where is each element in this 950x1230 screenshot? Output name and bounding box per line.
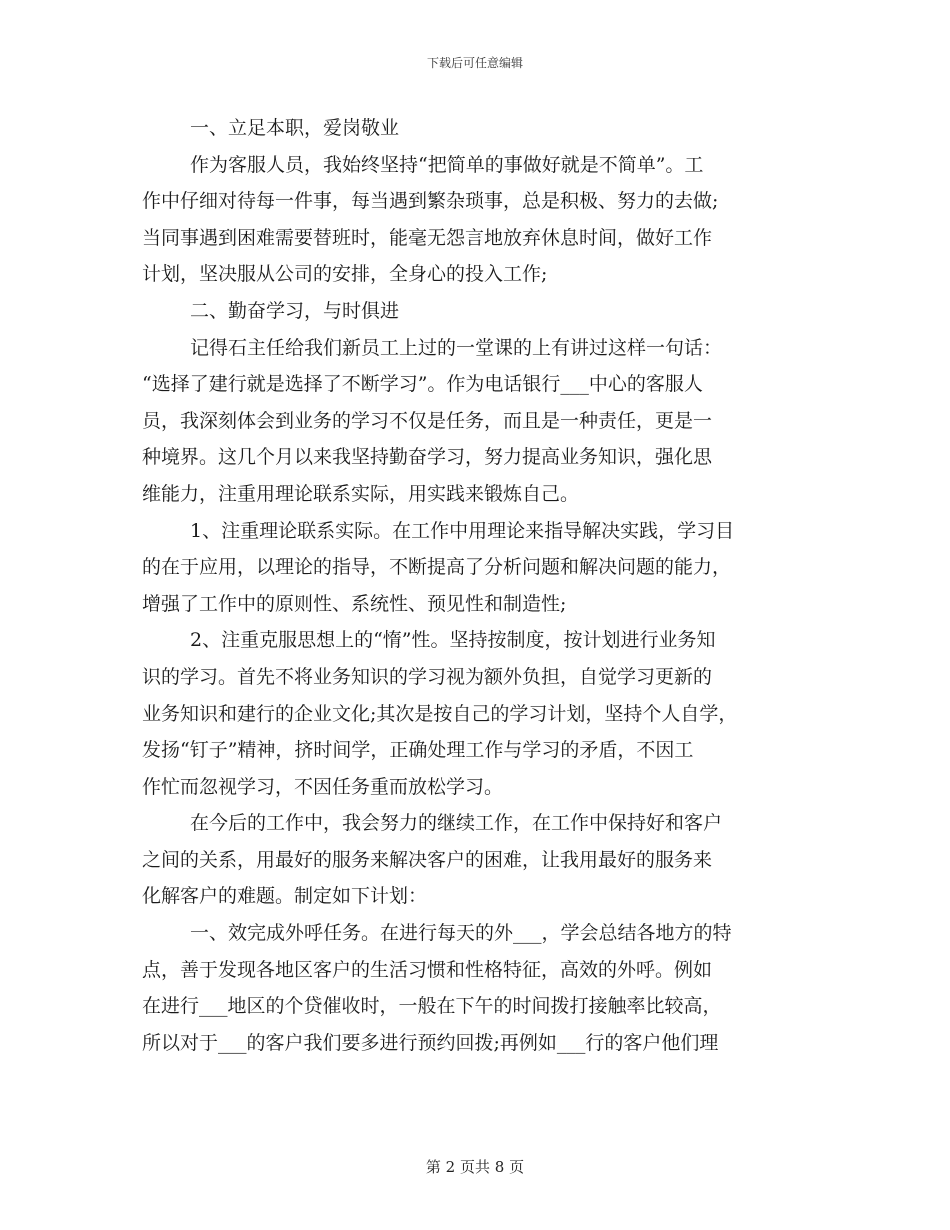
list-item-2: 2、注重克服思想上的“惰”性。坚持按制度，按计划进行业务知 bbox=[190, 629, 716, 652]
paragraph-line: 在今后的工作中，我会努力的继续工作，在工作中保持好和客户 bbox=[190, 812, 723, 835]
document-body bbox=[142, 110, 814, 1061]
page-number: 第 2 页共 8 页 bbox=[425, 1158, 525, 1176]
paragraph-line: 在进行___地区的个贷催收时，一般在下午的时间拨打接触率比较高， bbox=[142, 995, 722, 1018]
paragraph-line: 业务知识和建行的企业文化;其次是按自己的学习计划，坚持个人自学， bbox=[142, 702, 738, 725]
paragraph-line: 化解客户的难题。制定如下计划： bbox=[142, 885, 428, 908]
paragraph-line: “选择了建行就是选择了不断学习”。作为电话银行___中心的客服人 bbox=[142, 373, 703, 396]
paragraph-line: 所以对于___的客户我们要多进行预约回拨;再例如___行的客户他们理 bbox=[142, 1031, 719, 1054]
paragraph-line: 作中仔细对待每一件事，每当遇到繁杂琐事，总是积极、努力的去做; bbox=[142, 190, 719, 213]
plan-item-1: 一、效完成外呼任务。在进行每天的外___，学会总结各地方的特 bbox=[190, 922, 732, 945]
paragraph-line: 识的学习。首先不将业务知识的学习视为额外负担，自觉学习更新的 bbox=[142, 665, 713, 688]
paragraph-line: 记得石主任给我们新员工上过的一堂课的上有讲过这样一句话： bbox=[190, 336, 723, 359]
paragraph-line: 当同事遇到困难需要替班时，能毫无怨言地放弃休息时间，做好工作 bbox=[142, 226, 713, 249]
paragraph-line: 计划，坚决服从公司的安排，全身心的投入工作; bbox=[142, 263, 548, 286]
header-note: 下载后可任意编辑 bbox=[426, 56, 523, 70]
section-heading-2: 二、勤奋学习，与时俱进 bbox=[190, 299, 400, 322]
paragraph-line: 作为客服人员，我始终坚持“把简单的事做好就是不简单”。工 bbox=[190, 153, 704, 176]
paragraph-line: 种境界。这几个月以来我坚持勤奋学习，努力提高业务知识，强化思 bbox=[142, 446, 713, 469]
paragraph-line: 增强了工作中的原则性、系统性、预见性和制造性; bbox=[142, 592, 567, 615]
paragraph-line: 维能力，注重用理论联系实际，用实践来锻炼自己。 bbox=[142, 482, 580, 505]
paragraph-line: 之间的关系，用最好的服务来解决客户的困难，让我用最好的服务来 bbox=[142, 848, 713, 871]
paragraph-line: 发扬“钉子”精神，挤时间学，正确处理工作与学习的矛盾，不因工 bbox=[142, 739, 694, 762]
paragraph-line: 作忙而忽视学习，不因任务重而放松学习。 bbox=[142, 775, 504, 798]
paragraph-line: 员，我深刻体会到业务的学习不仅是任务，而且是一种责任，更是一 bbox=[142, 409, 713, 432]
paragraph-line: 的在于应用，以理论的指导，不断提高了分析问题和解决问题的能力， bbox=[142, 556, 732, 579]
paragraph-line: 点，善于发现各地区客户的生活习惯和性格特征，高效的外呼。例如 bbox=[142, 958, 713, 981]
list-item-1: 1、注重理论联系实际。在工作中用理论来指导解决实践，学习目 bbox=[190, 519, 735, 542]
section-heading-1: 一、立足本职，爱岗敬业 bbox=[190, 117, 400, 139]
